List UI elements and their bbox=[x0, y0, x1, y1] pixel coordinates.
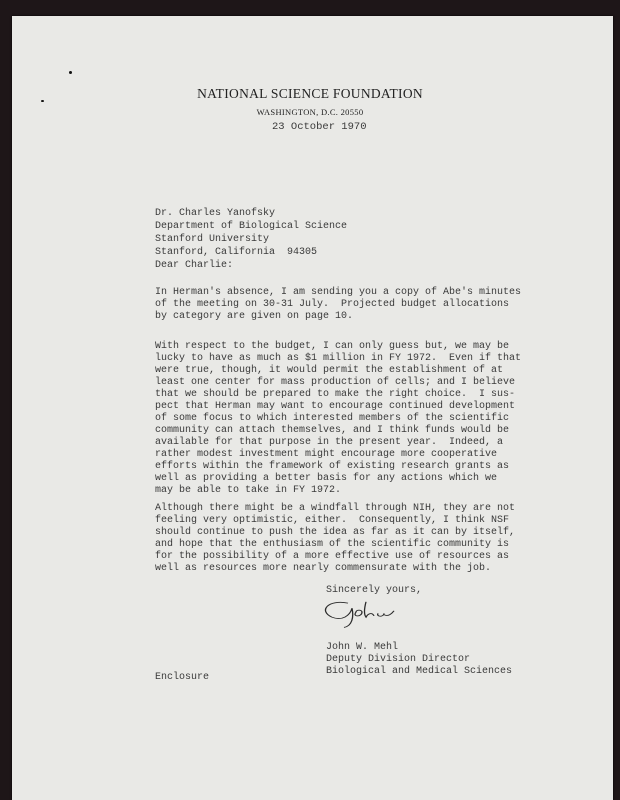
text-line: well as providing a better basis for any actions which we bbox=[155, 473, 498, 484]
text-line: lucky to have as much as $1 million in FY 1972. Even if that bbox=[155, 353, 522, 364]
text-line: efforts within the framework of existing research grants as bbox=[155, 461, 510, 472]
ink-speck bbox=[69, 71, 72, 74]
text-line: Although there might be a windfall through NIH, they are not bbox=[155, 503, 516, 514]
letterhead-org: NATIONAL SCIENCE FOUNDATION bbox=[197, 86, 423, 101]
closing: Sincerely yours, bbox=[326, 585, 423, 596]
text-line: were true, though, it would permit the establishment of at bbox=[155, 365, 504, 376]
text-line: may be able to take in FY 1972. bbox=[155, 485, 342, 496]
letterhead-address: WASHINGTON, D.C. 20550 bbox=[256, 107, 364, 117]
recipient-address: Dr. Charles Yanofsky Department of Biological Science Stanford University Stanford, California 94305 bbox=[155, 208, 348, 258]
text-line: that we should be prepared to make the right choice. I sus- bbox=[155, 389, 516, 400]
text-line: With respect to the budget, I can only guess but, we may be bbox=[155, 341, 510, 352]
text-line: least one center for mass production of cells; and I believe bbox=[155, 377, 516, 388]
enclosure-note: Enclosure bbox=[155, 672, 210, 683]
text-line: by category are given on page 10. bbox=[155, 311, 354, 322]
text-line: In Herman's absence, I am sending you a copy of Abe's minutes bbox=[155, 287, 522, 298]
text-line: well as resources more nearly commensurate with the job. bbox=[155, 563, 492, 574]
letter-date: 23 October 1970 bbox=[272, 121, 367, 133]
signature bbox=[318, 598, 408, 630]
text-line: of some focus to which interested members of the scientific bbox=[155, 413, 510, 424]
text-line: feeling very optimistic, either. Consequently, I think NSF bbox=[155, 515, 510, 526]
paragraph-2 bbox=[155, 341, 521, 497]
text-line: available for that purpose in the present year. Indeed, a bbox=[155, 437, 504, 448]
text-line: of the meeting on 30-31 July. Projected budget allocations bbox=[155, 299, 510, 310]
text-line: and hope that the enthusiasm of the scientific community is bbox=[155, 539, 510, 550]
text-line: pect that Herman may want to encourage continued development bbox=[155, 401, 516, 412]
paragraph-1 bbox=[155, 287, 521, 323]
text-line: community can attach themselves, and I think funds would be bbox=[155, 425, 510, 436]
text-line: for the possibility of a more effective use of resources as bbox=[155, 551, 510, 562]
text-line: rather modest investment might encourage more cooperative bbox=[155, 449, 498, 460]
paragraph-3 bbox=[155, 503, 515, 575]
salutation: Dear Charlie: bbox=[155, 260, 234, 271]
text-line: should continue to push the idea as far as it can by itself, bbox=[155, 527, 516, 538]
signer-block: John W. Mehl Deputy Division Director Biological and Medical Sciences bbox=[326, 642, 513, 677]
